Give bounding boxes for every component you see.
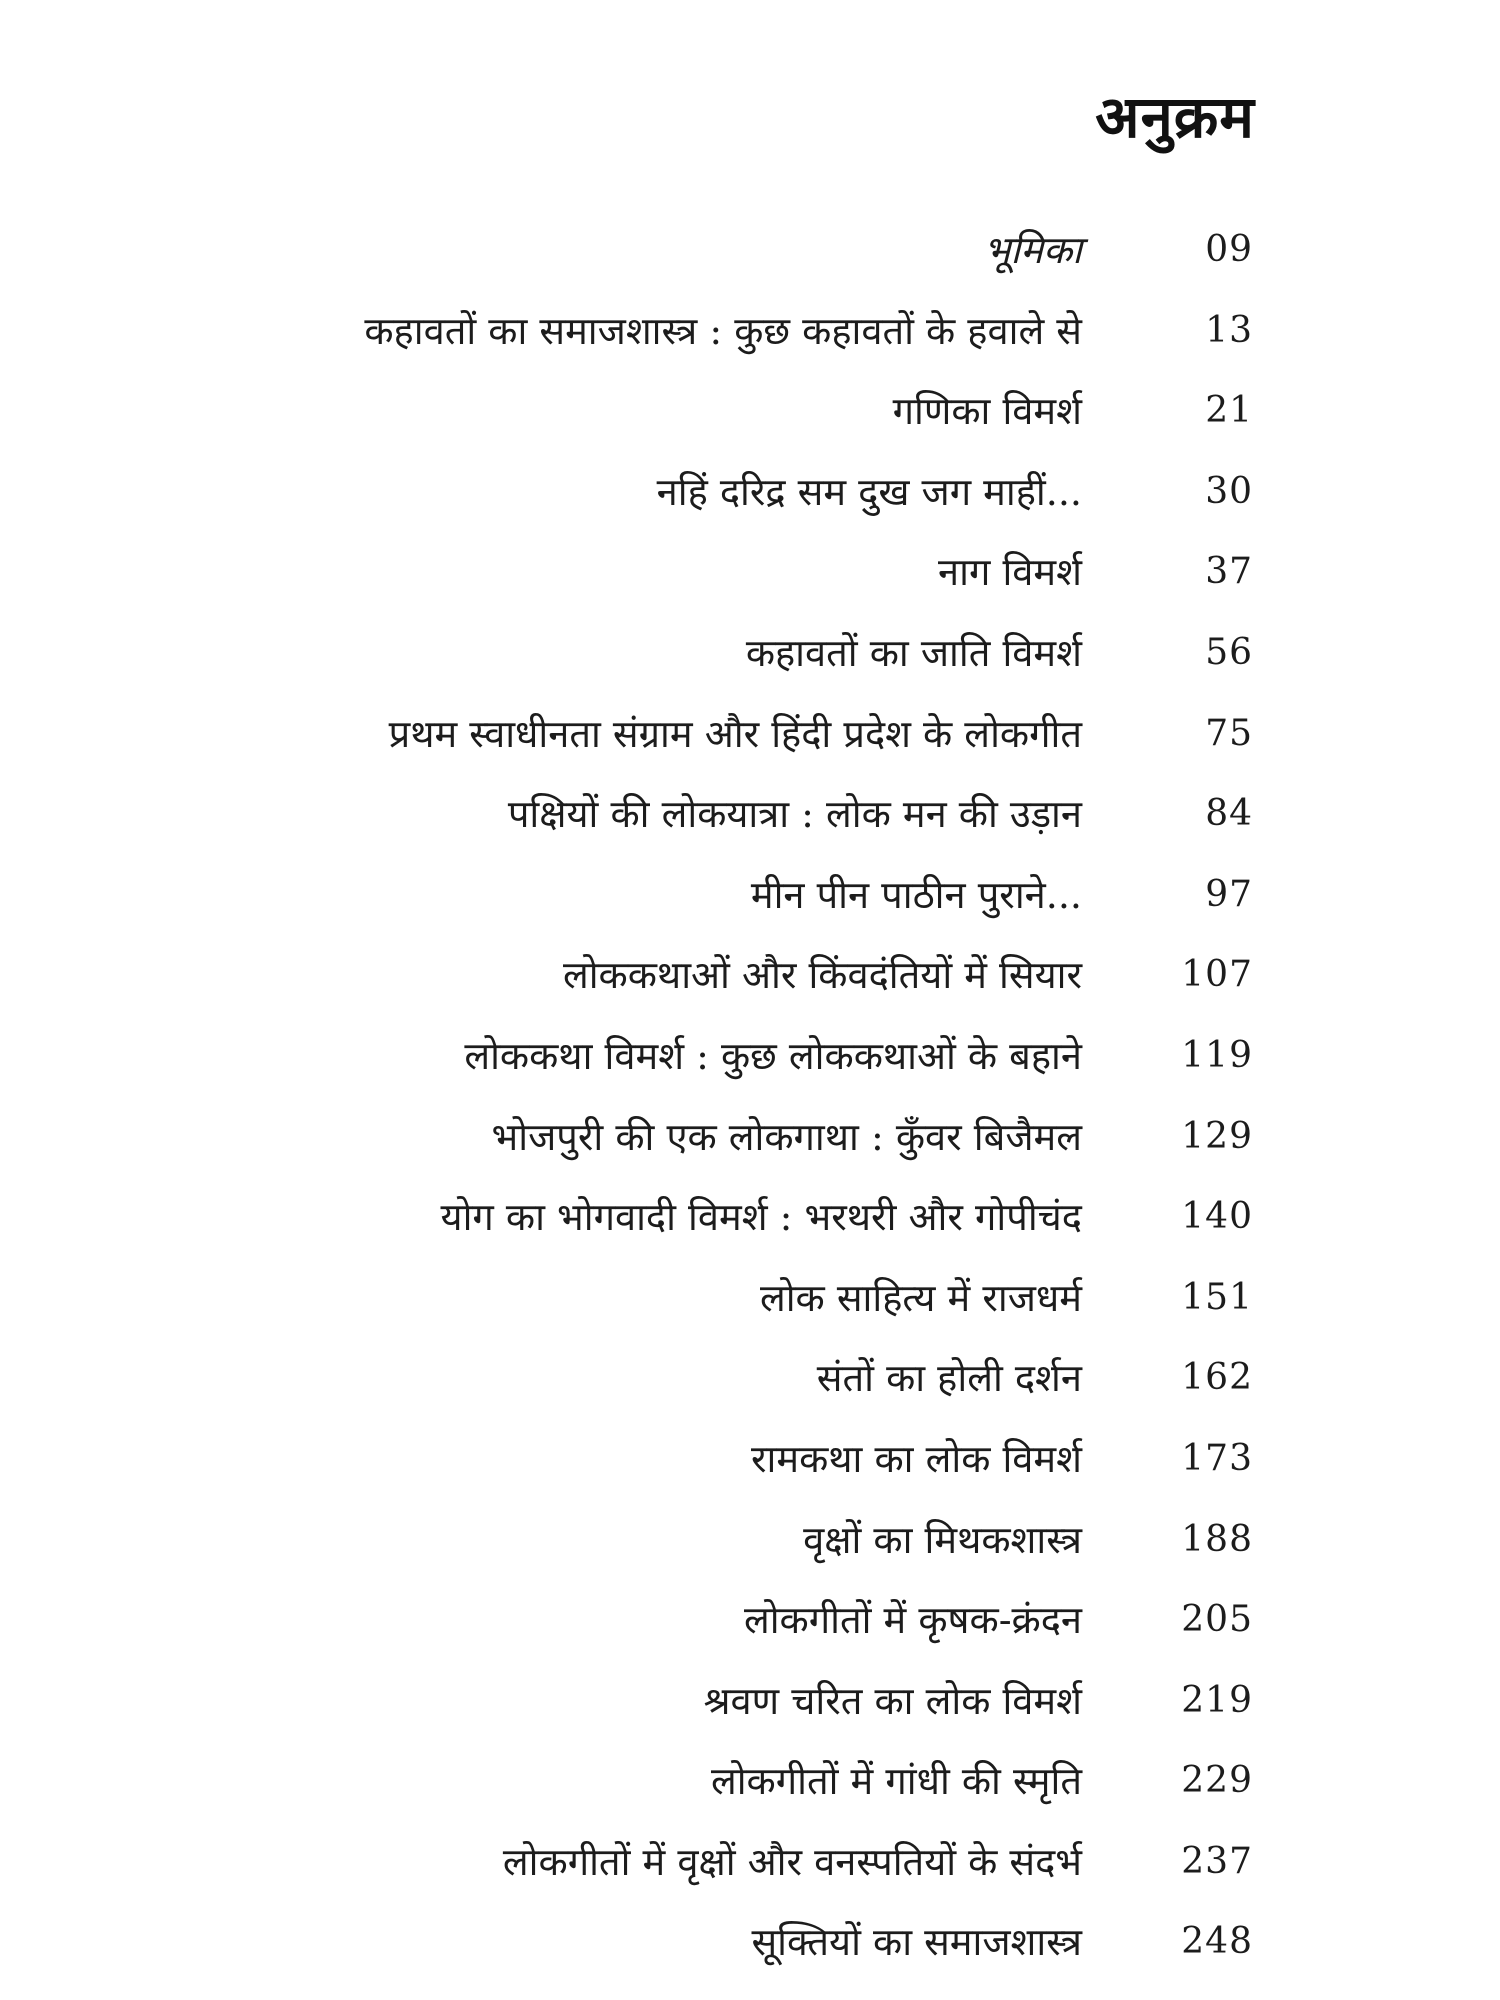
toc-entry-title: भोजपुरी की एक लोकगाथा : कुँवर बिजैमल [491,1114,1082,1159]
toc-entry-page-number: 30 [1205,470,1253,512]
toc-entry-page-number: 119 [1181,1034,1253,1076]
toc-entry-title: श्रवण चरित का लोक विमर्श [703,1678,1082,1723]
toc-entry-page-number: 13 [1205,309,1253,351]
toc-entry [0,1028,1500,1109]
toc-entry [0,1270,1500,1351]
toc-entry [0,1189,1500,1270]
toc-entry-title: लोकगीतों में गांधी की स्मृति [710,1759,1082,1804]
toc-entry-title: योग का भोगवादी विमर्श : भरथरी और गोपीचंद [440,1195,1082,1240]
toc-entry-title: सूक्तियों का समाजशास्त्र [751,1920,1082,1965]
toc-entry-page-number: 173 [1181,1437,1253,1479]
toc-entry-title: कहावतों का समाजशास्त्र : कुछ कहावतों के हवाले से [364,308,1082,353]
toc-entry-page-number: 140 [1181,1196,1253,1238]
toc-entry-page-number: 188 [1181,1518,1253,1560]
toc-entry [0,625,1500,706]
toc-entry-page-number: 229 [1181,1760,1253,1802]
toc-entry-title: पक्षियों की लोकयात्रा : लोक मन की उड़ान [507,792,1082,837]
toc-entry-title: गणिका विमर्श [892,389,1082,434]
table-of-contents [0,222,1500,1995]
page-title: अनुक्रम [1095,82,1255,151]
toc-entry [0,1512,1500,1593]
toc-entry-page-number: 129 [1181,1115,1253,1157]
toc-entry [0,222,1500,303]
toc-entry [0,1834,1500,1915]
toc-entry [0,1914,1500,1995]
toc-entry [0,383,1500,464]
toc-entry-title: लोककथा विमर्श : कुछ लोककथाओं के बहाने [464,1033,1082,1078]
toc-entry [0,1109,1500,1190]
toc-entry-page-number: 75 [1205,712,1253,754]
toc-entry-page-number: 219 [1181,1679,1253,1721]
toc-entry-page-number: 107 [1181,954,1253,996]
toc-entry [0,303,1500,384]
toc-entry-title: वृक्षों का मिथकशास्त्र [803,1517,1082,1562]
toc-entry-page-number: 162 [1181,1357,1253,1399]
toc-entry-page-number: 237 [1181,1840,1253,1882]
toc-entry-page-number: 84 [1205,793,1253,835]
toc-entry-page-number: 37 [1205,551,1253,593]
toc-entry-title: मीन पीन पाठीन पुराने... [750,872,1082,917]
toc-entry [0,947,1500,1028]
toc-entry [0,1431,1500,1512]
toc-entry-page-number: 248 [1181,1921,1253,1963]
toc-entry [0,867,1500,948]
toc-entry-page-number: 205 [1181,1599,1253,1641]
toc-entry-title: संतों का होली दर्शन [816,1356,1082,1401]
toc-entry [0,706,1500,787]
toc-entry-title: प्रथम स्वाधीनता संग्राम और हिंदी प्रदेश के लोकगीत [388,711,1082,756]
toc-entry-title: कहावतों का जाति विमर्श [745,630,1082,675]
toc-entry-title: भूमिका [983,228,1082,272]
toc-entry-page-number: 97 [1205,873,1253,915]
toc-entry [0,464,1500,545]
toc-entry-title: लोकगीतों में वृक्षों और वनस्पतियों के संदर्भ [502,1839,1082,1884]
toc-entry-page-number: 09 [1205,229,1253,270]
toc-entry-page-number: 56 [1205,631,1253,673]
toc-entry-page-number: 21 [1205,390,1253,432]
toc-entry-title: नाग विमर्श [938,550,1082,595]
toc-entry-title: लोकगीतों में कृषक-क्रंदन [743,1598,1082,1643]
toc-entry-title: रामकथा का लोक विमर्श [750,1436,1082,1481]
toc-entry-page-number: 151 [1181,1276,1253,1318]
toc-entry [0,1592,1500,1673]
toc-entry-title: लोक साहित्य में राजधर्म [759,1275,1082,1320]
toc-entry [0,1350,1500,1431]
toc-entry [0,544,1500,625]
toc-entry [0,786,1500,867]
toc-entry-title: लोककथाओं और किंवदंतियों में सियार [562,953,1082,998]
toc-entry-title: नहिं दरिद्र सम दुख जग माहीं... [656,469,1082,514]
toc-entry [0,1753,1500,1834]
toc-entry [0,1673,1500,1754]
